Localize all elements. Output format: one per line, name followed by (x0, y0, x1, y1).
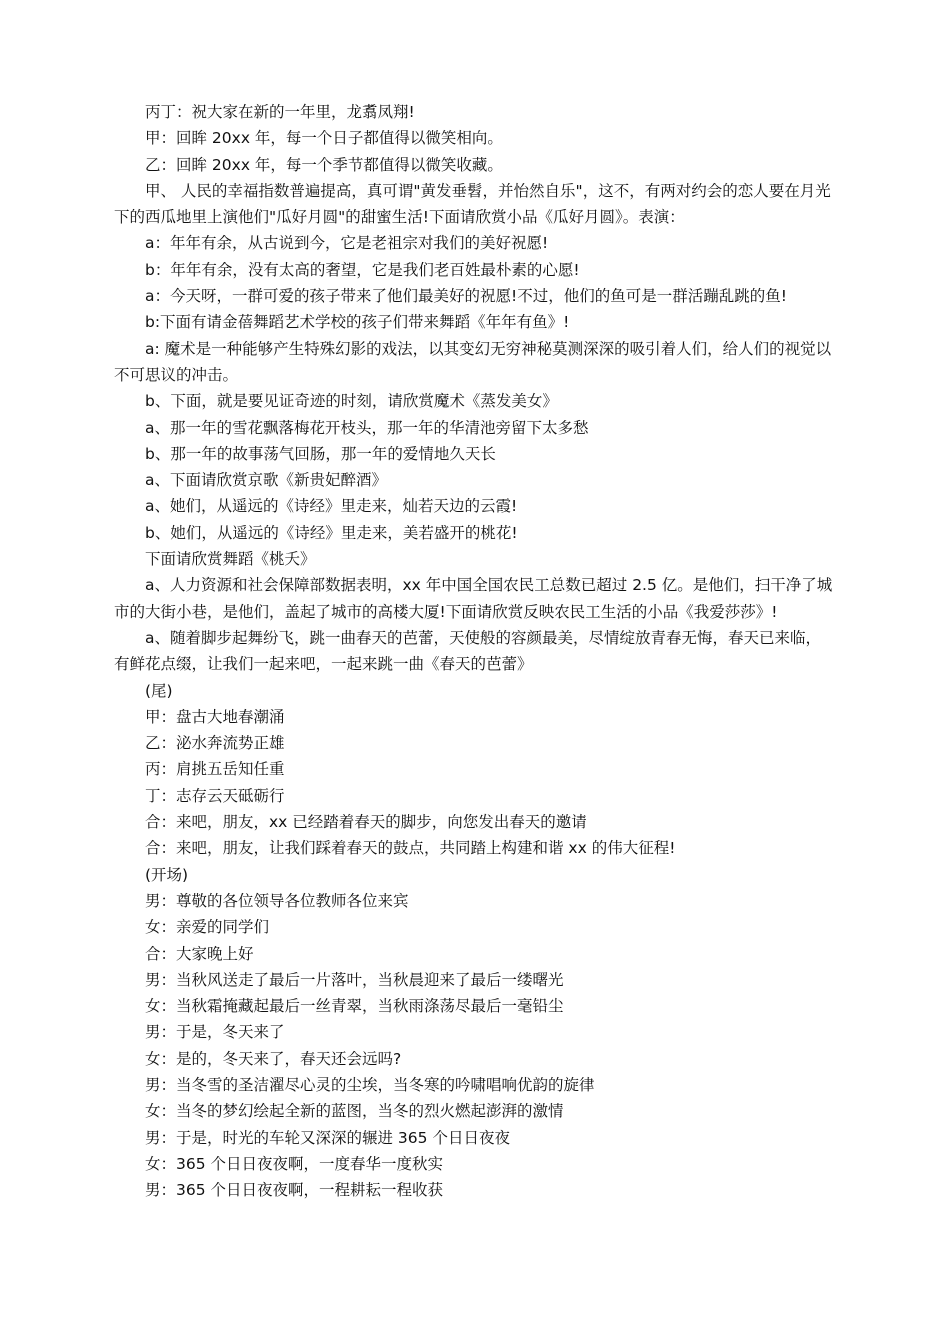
paragraph: a、下面请欣赏京歌《新贵妃醉酒》 (145, 471, 387, 490)
paragraph: 甲：盘古大地春潮涌 (145, 707, 285, 726)
paragraph: 女：亲爱的同学们 (145, 918, 270, 937)
paragraph: 女：当冬的梦幻绘起全新的蓝图，当冬的烈火燃起澎湃的激情 (145, 1102, 564, 1121)
paragraph: 合：来吧，朋友，让我们踩着春天的鼓点，共同踏上构建和谐 xx 的伟大征程! (145, 839, 676, 858)
paragraph: (开场) (145, 865, 189, 884)
paragraph: 乙：回眸 20xx 年，每一个季节都值得以微笑收藏。 (145, 155, 503, 174)
paragraph: 合：大家晚上好 (145, 944, 254, 963)
paragraph: a、随着脚步起舞纷飞，跳一曲春天的芭蕾，天使般的容颜最美，尽情绽放青春无悔，春天已来临，有鲜花点缀，让我们一起来吧，一起来跳一曲《春天的芭蕾》 (114, 628, 822, 674)
paragraph: a、她们，从遥远的《诗经》里走来，灿若天边的云霞! (145, 497, 518, 516)
paragraph: 男：于是，冬天来了 (145, 1023, 285, 1042)
paragraph: 女：365 个日日夜夜啊，一度春华一度秋实 (145, 1154, 444, 1173)
paragraph: 男：当冬雪的圣洁濯尽心灵的尘埃，当冬寒的吟啸唱响优韵的旋律 (145, 1075, 595, 1094)
paragraph: (尾) (145, 681, 173, 700)
paragraph: 女：是的，冬天来了，春天还会远吗? (145, 1049, 402, 1068)
paragraph: 男：于是，时光的车轮又深深的辗进 365 个日日夜夜 (145, 1128, 510, 1147)
paragraph: 男：尊敬的各位领导各位教师各位来宾 (145, 891, 409, 910)
paragraph: 合：来吧，朋友，xx 已经踏着春天的脚步，向您发出春天的邀请 (145, 813, 587, 832)
paragraph: 甲：回眸 20xx 年，每一个日子都值得以微笑相向。 (145, 129, 503, 148)
paragraph: a: 魔术是一种能够产生特殊幻影的戏法，以其变幻无穷神秘莫测深深的吸引着人们，给人们的视觉以不可思议的冲击。 (114, 339, 832, 384)
paragraph: 女：当秋霜掩藏起最后一丝青翠，当秋雨涤荡尽最后一毫铅尘 (145, 997, 564, 1016)
paragraph: b、她们，从遥远的《诗经》里走来，美若盛开的桃花! (145, 523, 518, 542)
document-body (114, 99, 836, 1203)
paragraph: 乙：泌水奔流势正雄 (145, 734, 285, 753)
paragraph: b：年年有余，没有太高的奢望，它是我们老百姓最朴素的心愿! (145, 260, 580, 279)
paragraph: b、下面，就是要见证奇迹的时刻，请欣赏魔术《蒸发美女》 (145, 392, 558, 411)
paragraph: a、那一年的雪花飘落梅花开枝头，那一年的华清池旁留下太多愁 (145, 418, 589, 437)
paragraph: b:下面有请金蓓舞蹈艺术学校的孩子们带来舞蹈《年年有鱼》! (145, 313, 570, 332)
paragraph: 男：365 个日日夜夜啊，一程耕耘一程收获 (145, 1181, 444, 1200)
paragraph: 丁：志存云天砥砺行 (145, 786, 285, 805)
paragraph: 男：当秋风送走了最后一片落叶，当秋晨迎来了最后一缕曙光 (145, 970, 564, 989)
paragraph: 下面请欣赏舞蹈《桃夭》 (145, 550, 316, 569)
paragraph: 甲、 人民的幸福指数普遍提高，真可谓"黄发垂髫，并怡然自乐"，这不，有两对约会的恋人要在月光下的西瓜地里上演他们"瓜好月圆"的甜蜜生活!下面请欣赏小品《瓜好月圆》。表演： (114, 181, 831, 227)
paragraph: 丙：肩挑五岳知任重 (145, 760, 285, 779)
paragraph: a：今天呀，一群可爱的孩子带来了他们最美好的祝愿!不过，他们的鱼可是一群活蹦乱跳的鱼! (145, 287, 787, 306)
paragraph: b、那一年的故事荡气回肠，那一年的爱情地久天长 (145, 444, 496, 463)
paragraph: a：年年有余，从古说到今，它是老祖宗对我们的美好祝愿! (145, 234, 549, 253)
paragraph: 丙丁：祝大家在新的一年里，龙翥凤翔! (145, 103, 415, 121)
paragraph: a、人力资源和社会保障部数据表明，xx 年中国全国农民工总数已超过 2.5 亿。是他们，扫干净了城市的大街小巷，是他们，盖起了城市的高楼大厦!下面请欣赏反映农民工生活的小品《我爱莎莎》! (114, 576, 833, 621)
